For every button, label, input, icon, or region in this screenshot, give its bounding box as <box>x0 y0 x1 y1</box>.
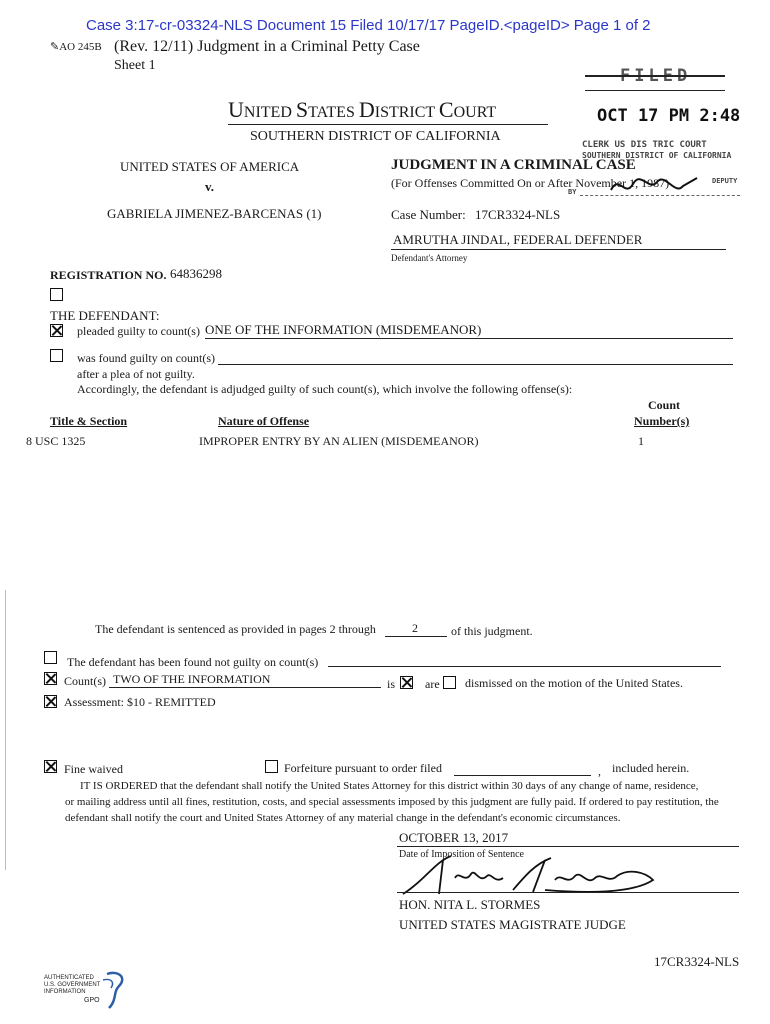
clerk-stamp-line1: CLERK US DIS TRIC COURT <box>582 140 707 150</box>
registration-label: REGISTRATION NO. <box>50 268 167 282</box>
gpo-authentication-logo: AUTHENTICATED U.S. GOVERNMENT INFORMATION GPO <box>44 975 100 996</box>
sheet-label: Sheet 1 <box>114 58 156 73</box>
offense-count: 1 <box>638 434 644 448</box>
footer-case-ref: 17CR3324-NLS <box>654 954 740 969</box>
pages-value: 2 <box>412 621 418 635</box>
title-section-header: Title & Section <box>50 414 128 428</box>
dismissed-text: dismissed on the motion of the United States. <box>465 676 683 690</box>
clerk-initials-scribble <box>605 170 705 200</box>
court-district: SOUTHERN DISTRICT OF CALIFORNIA <box>250 129 501 144</box>
judge-name: HON. NITA L. STORMES <box>399 897 541 912</box>
margin-line <box>5 590 6 870</box>
pleaded-guilty-value: ONE OF THE INFORMATION (MISDEMEANOR) <box>205 322 482 337</box>
offense-section: 8 USC 1325 <box>26 434 86 448</box>
offense-nature: IMPROPER ENTRY BY AN ALIEN (MISDEMEANOR) <box>199 434 479 448</box>
stamp-date: OCT 17 PM 2:48 <box>597 106 741 126</box>
court-name: UNITED STATES DISTRICT COURT <box>228 97 497 122</box>
are-checkbox[interactable] <box>443 676 456 689</box>
form-code: ✎AO 245B <box>50 41 102 53</box>
found-guilty-label: was found guilty on count(s) <box>77 351 215 365</box>
form-title: (Rev. 12/11) Judgment in a Criminal Petty Case <box>114 38 420 55</box>
accordingly-text: Accordingly, the defendant is adjudged guilty of such count(s), which involve the following offense(s): <box>77 382 573 396</box>
count-col-header-top: Count <box>648 398 681 412</box>
pages-text: The defendant is sentenced as provided in pages 2 through <box>95 622 376 636</box>
counts-value: TWO OF THE INFORMATION <box>113 672 271 686</box>
assessment-checkbox[interactable] <box>44 695 57 708</box>
case-header: Case 3:17-cr-03324-NLS Document 15 Filed 10/17/17 PageID.<pageID> Page 1 of 2 <box>86 17 651 34</box>
order-line-3: defendant shall notify the court and United States Attorney of any material change in the defendant's economic circumstances. <box>65 812 621 824</box>
defendant-name: GABRIELA JIMENEZ-BARCENAS (1) <box>107 206 322 221</box>
registration-checkbox[interactable] <box>50 288 63 301</box>
counts-label: Count(s) <box>64 674 106 688</box>
after-plea-text: after a plea of not guilty. <box>77 367 195 381</box>
case-number: 17CR3324-NLS <box>475 207 561 222</box>
defendant-heading: THE DEFENDANT: <box>50 308 160 323</box>
order-line-2: or mailing address until all fines, restitution, costs, and special assessments imposed by this judgment are fully paid. If ordered to pay restitution, the <box>65 796 719 808</box>
fine-waived-checkbox[interactable] <box>44 760 57 773</box>
count-col-header-bottom: Number(s) <box>634 414 690 428</box>
pleaded-guilty-checkbox[interactable] <box>50 324 63 337</box>
pages-suffix: of this judgment. <box>451 624 533 638</box>
is-label: is <box>387 677 396 691</box>
is-checkbox[interactable] <box>400 676 413 689</box>
not-guilty-label: The defendant has been found not guilty on count(s) <box>67 655 319 669</box>
fine-waived-label: Fine waived <box>64 762 123 776</box>
judgment-subtitle: (For Offenses Committed On or After November 1, 1987) <box>391 176 670 190</box>
stamp-deputy: DEPUTY <box>712 177 738 185</box>
judge-title: UNITED STATES MAGISTRATE JUDGE <box>399 917 626 932</box>
are-label: are <box>425 677 440 691</box>
eagle-icon <box>99 970 129 1012</box>
forfeiture-label: Forfeiture pursuant to order filed <box>284 761 442 775</box>
imposition-label: Date of Imposition of Sentence <box>399 849 524 860</box>
imposition-date: OCTOBER 13, 2017 <box>399 830 509 845</box>
assessment-text: Assessment: $10 - REMITTED <box>64 695 216 709</box>
found-guilty-checkbox[interactable] <box>50 349 63 362</box>
versus-label: v. <box>205 179 215 194</box>
filed-stamp: FILED <box>620 66 692 86</box>
included-herein: included herein. <box>612 761 690 775</box>
forfeiture-comma: , <box>598 764 601 778</box>
stamp-by: BY <box>568 188 577 196</box>
case-number-label: Case Number: <box>391 207 466 222</box>
order-line-1: IT IS ORDERED that the defendant shall notify the United States Attorney for this district within 30 days of any change of name, residence, <box>80 780 699 792</box>
judgment-title: JUDGMENT IN A CRIMINAL CASE <box>391 157 636 173</box>
not-guilty-checkbox[interactable] <box>44 651 57 664</box>
attorney-label: Defendant's Attorney <box>391 253 468 263</box>
registration-number: 64836298 <box>170 266 222 281</box>
nature-offense-header: Nature of Offense <box>218 414 310 428</box>
defendant-attorney: AMRUTHA JINDAL, FEDERAL DEFENDER <box>393 232 643 247</box>
pleaded-guilty-label: pleaded guilty to count(s) <box>77 324 200 338</box>
counts-checkbox[interactable] <box>44 672 57 685</box>
clerk-stamp-line2: SOUTHERN DISTRICT OF CALIFORNIA <box>582 151 732 160</box>
plaintiff-name: UNITED STATES OF AMERICA <box>120 159 300 174</box>
forfeiture-checkbox[interactable] <box>265 760 278 773</box>
